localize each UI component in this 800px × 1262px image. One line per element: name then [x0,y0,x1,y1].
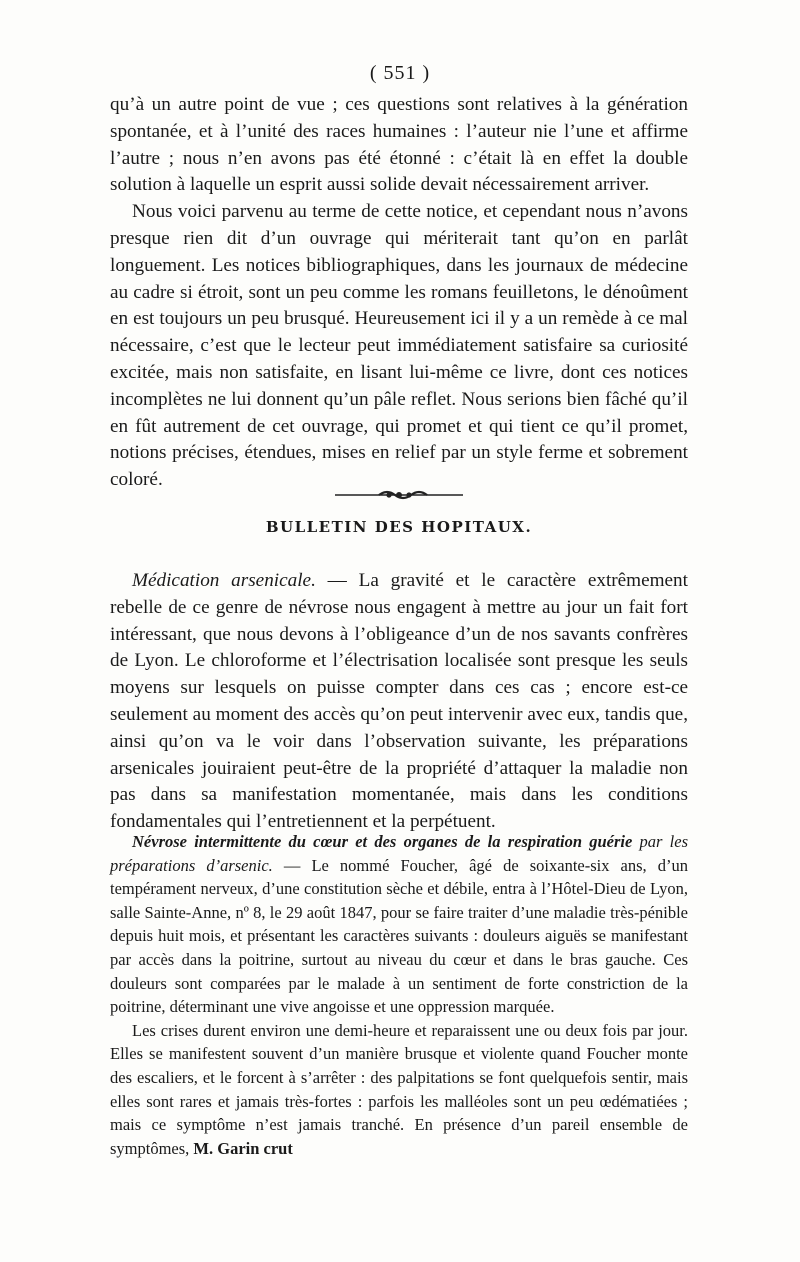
observation-lead-bold: Névrose intermittente du cœur et des organes de la respiration guérie [132,832,633,851]
observation-lead-italic: par les préparations d’arsenic. [110,832,689,875]
paragraph-conclusion: Nous voici parvenu au terme de cette notice, et cependant nous n’avons presque rien dit d’un ouvrage qui mériterait tant qu’on en parlât longuement. Les notices bibliographiques, dans les journaux de médecine au cadre si étroit, sont un peu comme les romans feuilletons, le dénoûment en est toujours un peu brusqué. Heureusement ici il y a un remède à ce mal nécessaire, c’est que le lecteur peut immédiatement satisfaire sa curiosité excitée, mais non satisfaite, en lisant lui-même ce livre, dont ces notices incomplètes ne lui donnent qu’un pâle reflet. Nous serions bien fâché qu’il en fût autrement de cet ouvrage, qui promet et qui tient ce qu’il promet, notions précises, étendues, mises en relief par un style ferme et sobrement coloré. [110,201,688,491]
lower-text [110,568,688,836]
section-title: BULLETIN DES HOPITAUX. [265,518,533,536]
observation-end-bold: M. Garin crut [193,1138,293,1158]
page-number: ( 551 ) [369,62,431,84]
observation-body: — Le nommé Foucher, âgé de soixante-six ans, d’un tempérament nerveux, d’une constitution sèche et débile, entra à l’Hôtel-Dieu de Lyon, salle Sainte-Anne, nº 8, le 29 août 1847, pour se faire traiter d’une maladie très-pénible depuis huit mois, et présentant les caractères suivants : douleurs aiguës se manifestant par accès dans la poitrine, surtout au niveau du cœur et dans le bras gauche. Ces douleurs sont comparées par le malade à un sentiment de forte constriction de la poitrine, déterminant une vive angoisse et une oppression marquée. [110,855,688,1017]
observation-paragraph-2 [110,1019,688,1161]
observation-paragraph-1 [110,830,688,1019]
paragraph-lead: Médication arsenicale. [132,570,316,591]
paragraph-body: — La gravité et le caractère extrêmement rebelle de ce genre de névrose nous engagent à mettre au jour un fait fort intéressant, que nous devons à l’obligeance d’un de nos savants confrères de Lyon. Le chloroforme et l’électrisation localisée sont presque les seuls moyens sur lesquels on puisse compter dans ces cas ; encore est-ce seulement au moment des accès qu’on peut intervenir avec eux, tandis que, ainsi qu’on va le voir dans l’observation suivante, les préparations arsenicales jouiraient peut-être de la propriété d’attaquer la maladie non pas dans sa manifestation momentanée, mais dans les conditions fondamentales qui l’entretiennent et la perpétuent. [110,570,688,833]
upper-text [110,92,688,494]
observation-text [110,830,688,1160]
paragraph-continuation: qu’à un autre point de vue ; ces questions sont relatives à la génération spontanée, et à l’unité des races humaines : l’auteur nie l’une et affirme l’autre ; nous n’en avons pas été étonné : c’était là en effet la double solution à laquelle un esprit aussi solide devait nécessairement arriver. [110,94,688,196]
paragraph-medication [110,568,688,836]
observation-body-2: Les crises durent environ une demi-heure et reparaissent une ou deux fois par jour. Elles se manifestent souvent d’un manière brusque et violente quand Foucher monte des escaliers, et le forcent à s’arrêter : des palpitations se font quelquefois sentir, mais elles sont rares et jamais très-fortes : parfois les malléoles sont un peu œdématiées ; mais ce symptôme n’est jamais tranché. En présence d’un pareil ensemble de symptômes, [110,1020,688,1158]
ornamental-separator [335,488,463,502]
